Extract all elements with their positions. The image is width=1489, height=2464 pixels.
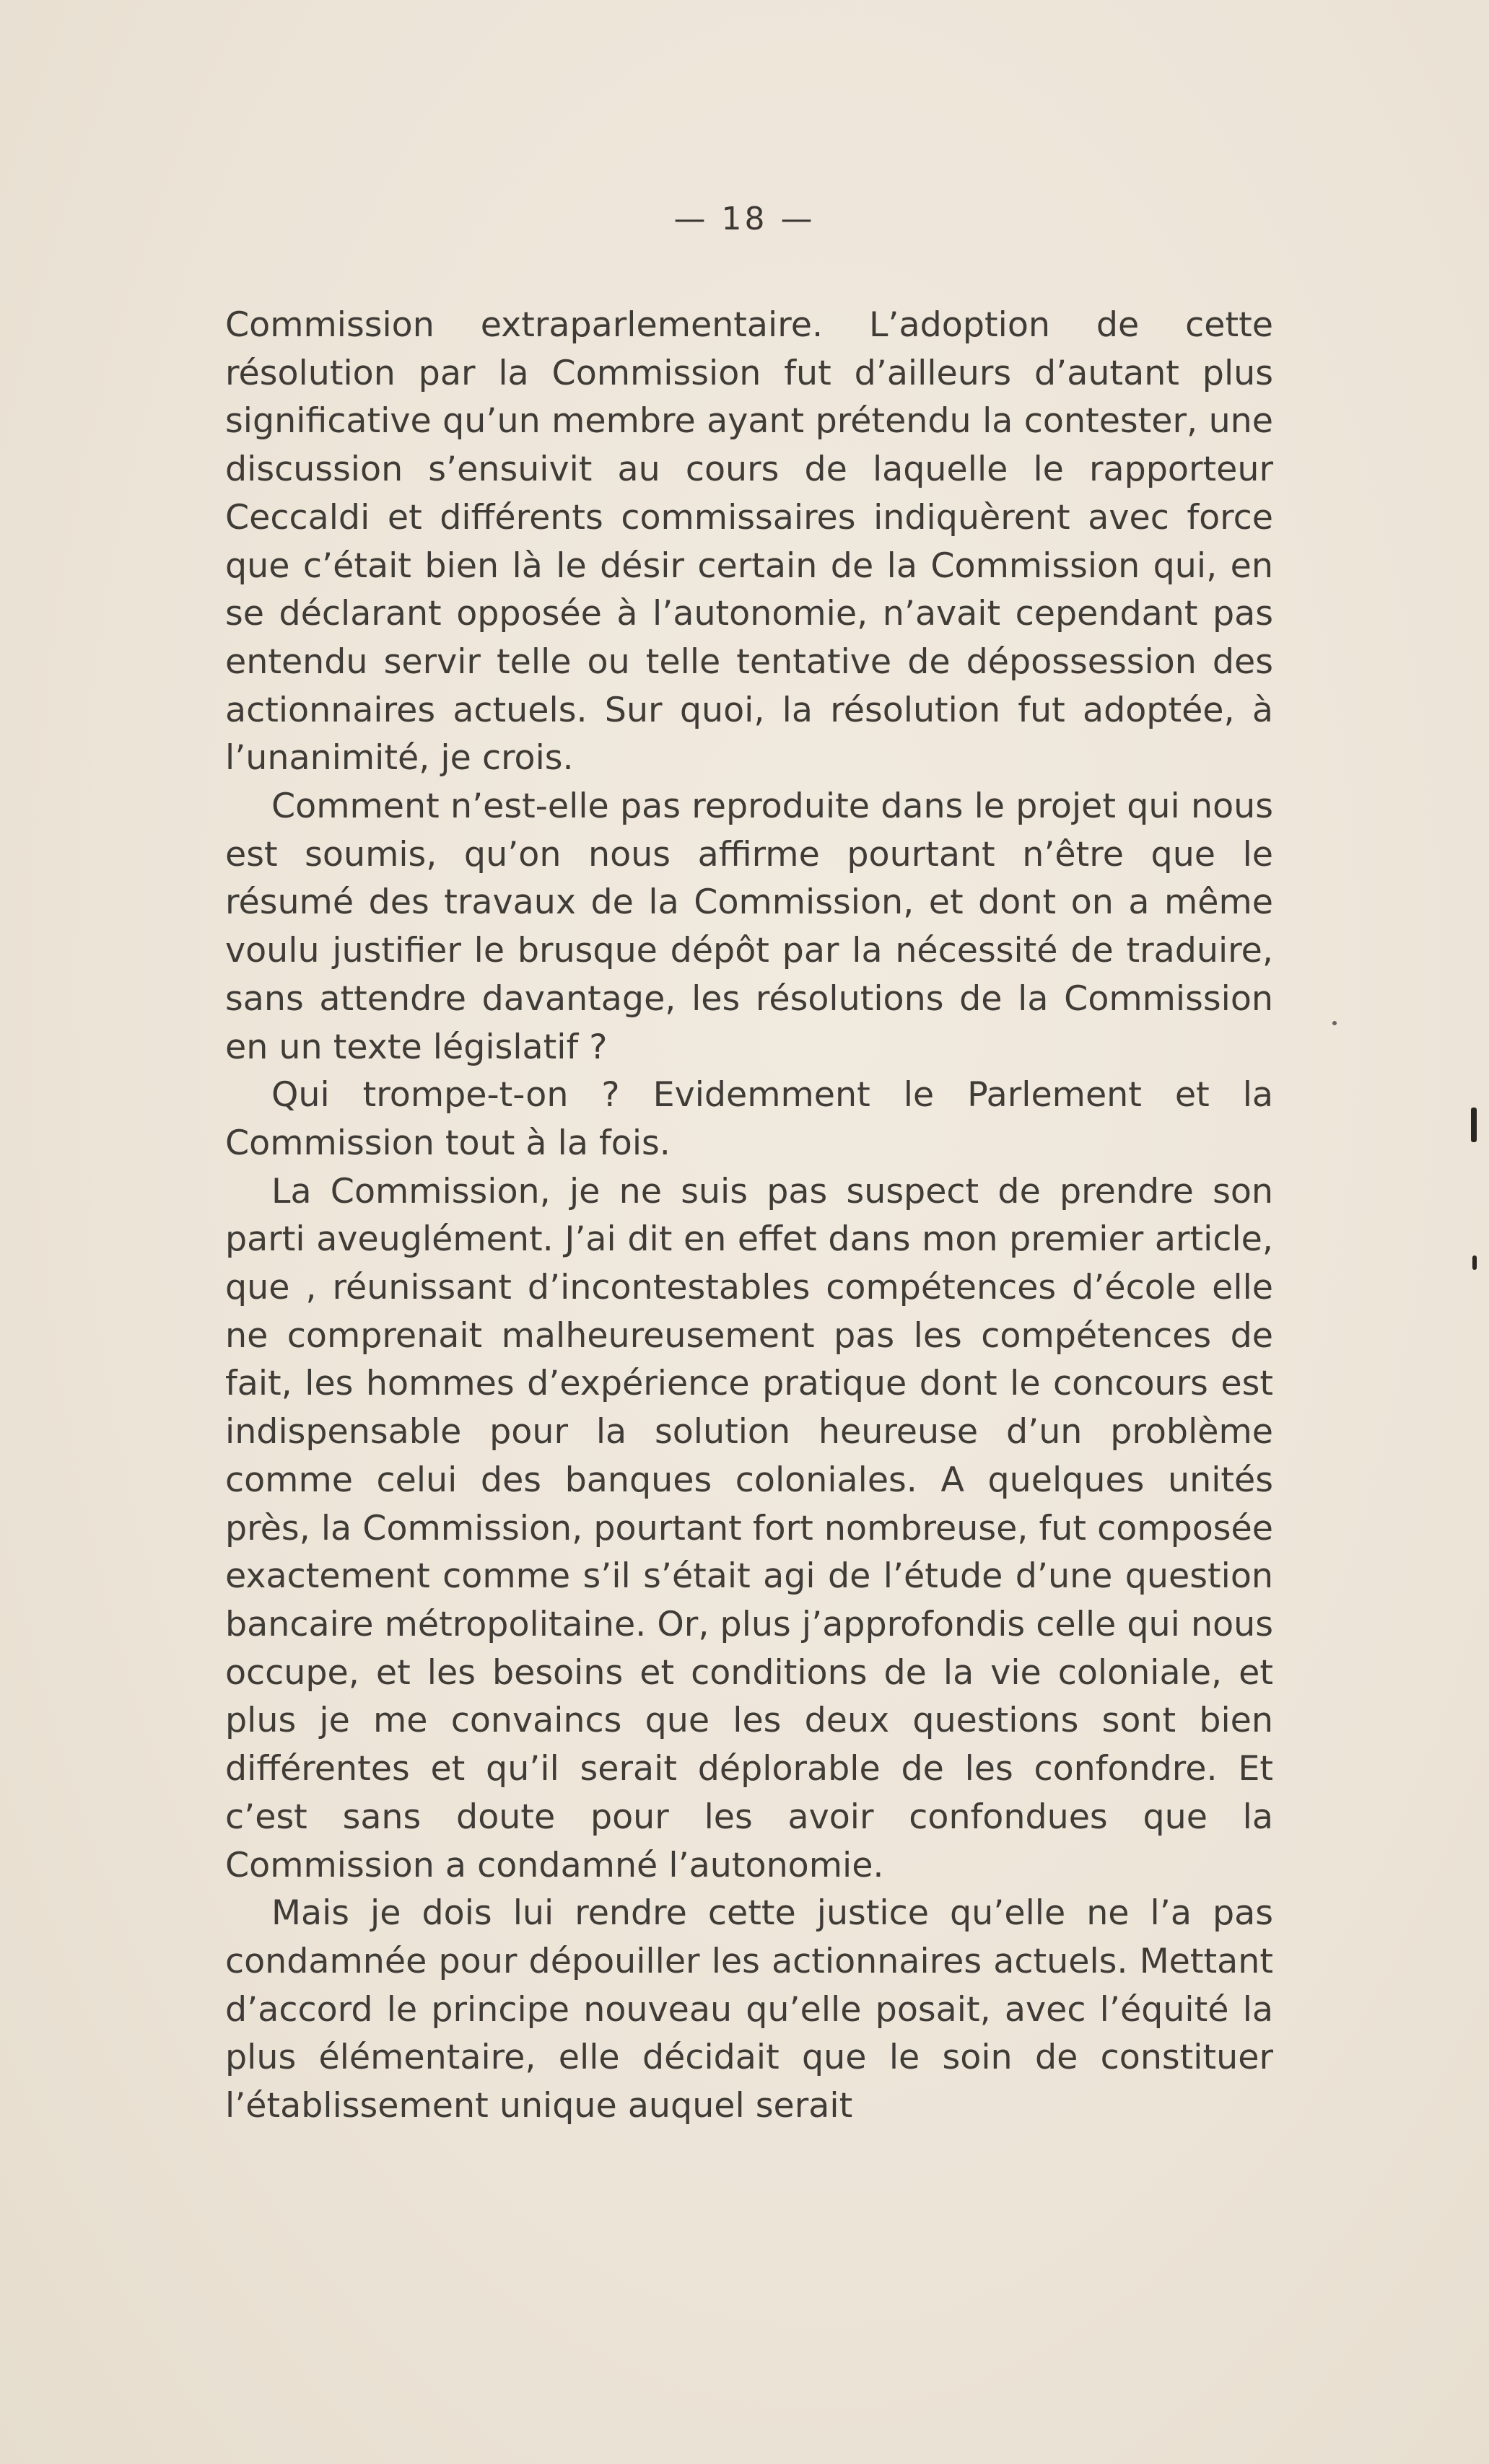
scan-mark-3 (1332, 1021, 1337, 1025)
paragraph-5: Mais je dois lui rendre cette justice qu’elle ne l’a pas condamnée pour dépouiller les actionnaires actuels. Mettant d’accord le principe nouveau qu’elle posait, avec l’équité la plus élémentaire, elle décidait que le soin de constituer l’établissement unique auquel serait (225, 1893, 1273, 2126)
paragraph-4: La Commission, je ne suis pas suspect de prendre son parti aveuglément. J’ai dit en effet dans mon premier article, que , réunissant d’incontestables compétences d’école elle ne comprenait malheureusement pas les compétences de fait, les hommes d’expérience pratique dont le concours est indispensable pour la solution heureuse d’un problème comme celui des banques coloniales. A quelques unités près, la Commission, pourtant fort nombreuse, fut composée exactement comme s’il s’était agi de l’étude d’une question bancaire métropolitaine. Or, plus j’approfondis celle qui nous occupe, et les besoins et conditions de la vie coloniale, et plus je me convaincs que les deux questions sont bien différentes et qu’il serait déplorable de les confondre. Et c’est sans doute pour les avoir confondues que la Commission a condamné l’autonomie. (225, 1171, 1273, 1885)
paragraph-3: Qui trompe-t-on ? Evidemment le Parlement et la Commission tout à la fois. (225, 1075, 1273, 1163)
page-number: — 18 — (673, 201, 816, 237)
paragraph-2: Comment n’est-elle pas reproduite dans le projet qui nous est soumis, qu’on nous affirme pourtant n’être que le résumé des travaux de la Commission, et dont on a même voulu justifier le brusque dépôt par la nécessité de traduire, sans attendre davantage, les résolutions de la Commission en un texte législatif ? (225, 786, 1273, 1067)
scan-mark-2 (1472, 1255, 1477, 1270)
body-text (225, 302, 1273, 2131)
paragraph-1: Commission extraparlementaire. L’adoption de cette résolution par la Commission fut d’ailleurs d’autant plus significative qu’un membre ayant prétendu la contester, une discussion s’ensuivit au cours de laquelle le rapporteur Ceccaldi et différents commissaires indiquèrent avec force que c’était bien là le désir certain de la Commission qui, en se déclarant opposée à l’autonomie, n’avait cependant pas entendu servir telle ou telle tentative de dépossession des actionnaires actuels. Sur quoi, la résolution fut adoptée, à l’unanimité, je crois. (225, 305, 1273, 779)
scan-mark-1 (1471, 1108, 1477, 1142)
